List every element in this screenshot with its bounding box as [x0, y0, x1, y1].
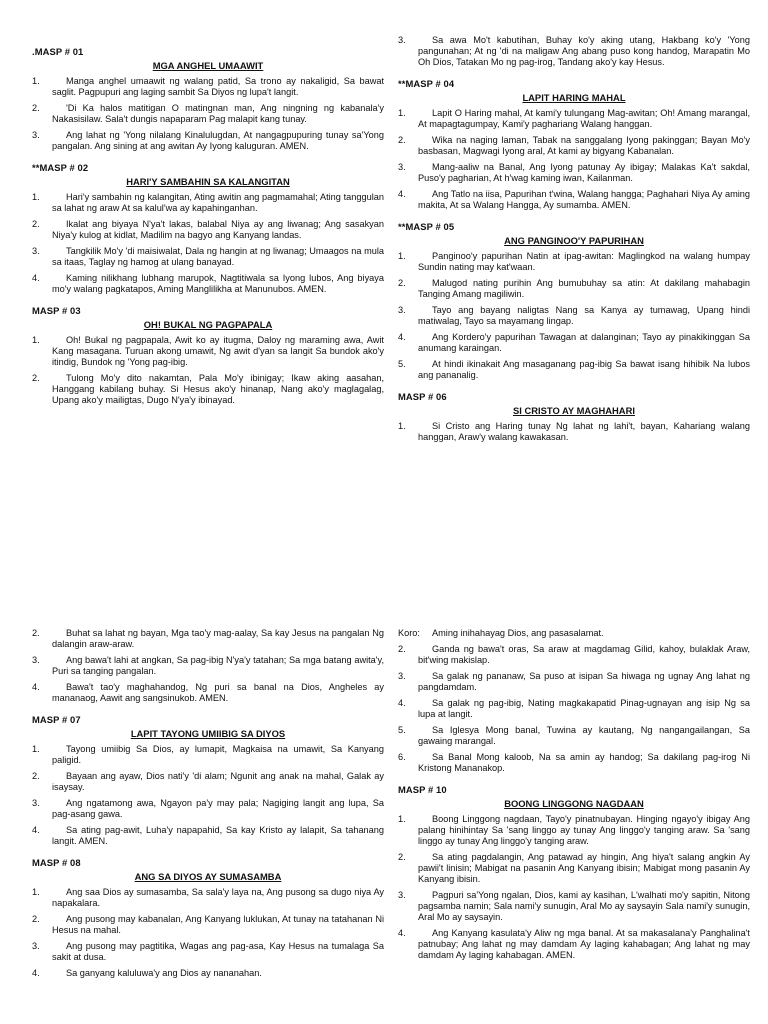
verse [32, 798, 384, 820]
verse-number: 3. [32, 798, 40, 808]
hymn-section [32, 628, 384, 704]
verse-number: 3. [32, 246, 40, 256]
hymn-title: LAPIT TAYONG UMIIBIG SA DIYOS [130, 728, 286, 739]
koro-text: Aming inihahayag Dios, ang pasasalamat. [432, 628, 604, 638]
verse-number: 1. [32, 887, 40, 897]
verse-text: Sa awa Mo't kabutihan, Buhay ko'y aking utang, Hakbang ko'y 'Yong pangunahan; At ng 'di na maligaw Ang abang puso kong handog, Marapatin Mo Oh Dios, Tatakan Mo ng pag-irog, Tandang ako'y kay Hesus. [418, 35, 750, 67]
koro-label: Koro: [398, 628, 420, 638]
hymn-number: .MASP # 01 [32, 46, 84, 57]
verse [32, 682, 384, 704]
verse [398, 332, 750, 354]
verse [398, 162, 750, 184]
verse-text: Lapit O Haring mahal, At kami'y tulungang Mag-awitan; Oh! Amang marangal, At mapagtagumpay, Kami'y paghariang Walang hanggan. [418, 108, 750, 129]
verse-text: Sa Banal Mong kaloob, Na sa amin ay handog; Sa dakilang pag-irog Ni Kristong Mananakop. [418, 752, 750, 773]
verse-text: Buhat sa lahat ng bayan, Mga tao'y mag-aalay, Sa kay Jesus na pangalan Ng dalangin araw-araw. [52, 628, 384, 649]
verse [32, 914, 384, 936]
verse-number: 4. [398, 928, 406, 938]
verse-number: 1. [32, 192, 40, 202]
verse [398, 278, 750, 300]
verse-text: Sa ganyang kaluluwa'y ang Dios ay nananahan. [66, 968, 262, 978]
verse-text: Ang Kanyang kasulata'y Aliw ng mga banal. At sa makasalana'y Panghalina't patnubay; Ang lahat ng may damdam Ay laging kahabagan; Ang lahat ng may damdam Ay laging kahabagan. AMEN. [418, 928, 750, 960]
hymn-number: **MASP # 04 [398, 78, 455, 89]
hymn-section [32, 305, 384, 406]
verse-text: Sa ating pagdalangin, Ang patawad ay hingin, Ang hiya't salang angkin Ay pawii't linisin; Mabigat na pasanin Ang Kanyang ibisin; Mabigat mong pasanin Ay Kanyang ibisin. [418, 852, 750, 884]
verse [398, 135, 750, 157]
verse [398, 890, 750, 923]
verse-number: 3. [398, 890, 406, 900]
verse [32, 246, 384, 268]
verse [398, 421, 750, 443]
verse [32, 941, 384, 963]
hymn-number: **MASP # 05 [398, 221, 455, 232]
verse-number: 4. [32, 682, 40, 692]
verse-number: 4. [32, 968, 40, 978]
verse-text: Tulong Mo'y dito nakamtan, Pala Mo'y ibinigay; Ikaw aking aasahan, Hanggang kabilang buhay. Si Hesus ako'y hinanap, Nang ako'y maglagalag, Upang ako'y mailigtas, Dugo N'ya'y ibinayad. [52, 373, 384, 405]
hymn-title: BOONG LINGGONG NAGDAAN [504, 798, 644, 809]
hymn-number: MASP # 06 [398, 391, 447, 402]
verse [32, 219, 384, 241]
verse-number: 3. [398, 162, 406, 172]
verse-number: 1. [398, 251, 406, 261]
verse-text: Kaming nilikhang lubhang marupok, Nagtitiwala sa Iyong lubos, Ang biyaya mo'y walang pagkatapos, Aming Manglilikha at Manunubos. AMEN. [52, 273, 384, 294]
verse [398, 359, 750, 381]
hymn-number: MASP # 03 [32, 305, 81, 316]
verse-number: 1. [32, 335, 40, 345]
verse-text: Panginoo'y papurihan Natin at ipag-awitan: Maglingkod na walang humpay Sundin nating may kat'waan. [418, 251, 750, 272]
verse-text: 'Di Ka halos matitigan O matingnan man, Ang ningning ng kabanala'y Nakasisilaw. Sala't dungis napaparam Pag malapit kang tunay. [52, 103, 384, 124]
hymn-title: OH! BUKAL NG PAGPAPALA [143, 319, 273, 330]
verse [398, 35, 750, 68]
hymn-title: MGA ANGHEL UMAAWIT [152, 60, 264, 71]
koro-line [398, 628, 750, 639]
verse [398, 814, 750, 847]
verse [32, 628, 384, 650]
verse-number: 2. [32, 373, 40, 383]
verse [32, 771, 384, 793]
hymn-title: ANG PANGINOO'Y PAPURIHAN [504, 235, 644, 246]
column-top-right [398, 35, 750, 453]
verse-number: 6. [398, 752, 406, 762]
verse-number: 2. [32, 914, 40, 924]
hymn-title: HARI'Y SAMBAHIN SA KALANGITAN [126, 176, 290, 187]
verse-text: Ang ngatamong awa, Ngayon pa'y may pala; Nagiging langit ang lupa, Sa pag-asang gawa. [52, 798, 384, 819]
verse-text: Sa galak ng pag-ibig, Nating magkakapatid Pinag-ugnayan ang isip Ng sa lupa at langit. [418, 698, 750, 719]
hymn-number: MASP # 08 [32, 857, 81, 868]
verse-text: Ang bawa't lahi at angkan, Sa pag-ibig N'ya'y tatahan; Sa mga batang awita'y, Puri sa tanging pangalan. [52, 655, 384, 676]
verse-text: Ang Tatlo na iisa, Papurihan t'wina, Walang hangga; Paghahari Niya Ay aming makita, At sa Walang Hangga, Ay sumamba. AMEN. [418, 189, 750, 210]
verse [32, 825, 384, 847]
hymn-number: MASP # 07 [32, 714, 81, 725]
verse [32, 335, 384, 368]
hymn-section [32, 46, 384, 152]
verse-number: 2. [398, 278, 406, 288]
hymn-number: MASP # 10 [398, 784, 447, 795]
verse-number: 1. [398, 421, 406, 431]
verse-number: 4. [398, 189, 406, 199]
verse-number: 4. [398, 698, 406, 708]
verse-number: 1. [398, 108, 406, 118]
hymn-section [32, 857, 384, 979]
verse-text: Sa ating pag-awit, Luha'y napapahid, Sa kay Kristo ay lalapit, Sa tahanang langit. AMEN. [52, 825, 384, 846]
hymn-section [32, 714, 384, 847]
verse [32, 373, 384, 406]
verse-text: Manga anghel umaawit ng walang patid, Sa trono ay nakaligid, Sa bawat saglit. Pagpupuri ang laging sambit Sa Diyos ng lupa't langit. [52, 76, 384, 97]
verse-number: 2. [32, 628, 40, 638]
verse-text: Si Cristo ang Haring tunay Ng lahat ng lahi't, bayan, Kahariang walang hanggan, Araw'y walang kawakasan. [418, 421, 750, 442]
hymn-section [398, 35, 750, 68]
verse [32, 273, 384, 295]
column-bottom-right [398, 628, 750, 971]
verse-number: 4. [32, 273, 40, 283]
verse [398, 852, 750, 885]
verse-text: Sa galak ng pananaw, Sa puso at isipan Sa hiwaga ng ugnay Ang lahat ng pangdamdam. [418, 671, 750, 692]
verse-text: Bayaan ang ayaw, Dios nati'y 'di alam; Ngunit ang anak na mahal, Galak ay isaysay. [52, 771, 384, 792]
verse-text: Hari'y sambahin ng kalangitan, Ating awitin ang pagmamahal; Ating tanggulan sa lahat ng araw At sa kalul'wa ay kapahinganhan. [52, 192, 384, 213]
verse-text: Bawa't tao'y maghahandog, Ng puri sa banal na Dios, Angheles ay mananaog, Aawit ang sangsinukob. AMEN. [52, 682, 384, 703]
verse-text: Ganda ng bawa't oras, Sa araw at magdamag Gilid, kahoy, bulaklak Araw, bit'wing makislap. [418, 644, 750, 665]
verse-number: 3. [32, 941, 40, 951]
verse [398, 251, 750, 273]
hymn-title: LAPIT HARING MAHAL [522, 92, 626, 103]
verse [32, 192, 384, 214]
verse-text: Ang lahat ng 'Yong nilalang Kinalulugdan, At nangagpupuring tunay sa'Yong pangalan. Ang sining at ang awitan Ay Iyong kaluguran. AMEN. [52, 130, 384, 151]
verse-text: At hindi ikinakait Ang masaganang pag-ibig Sa bawat isang hihibik Na lubos ang pananalig. [418, 359, 750, 380]
verse [32, 130, 384, 152]
verse-text: Tayo ang bayang naligtas Nang sa Kanya ay tumawag, Upang hindi matiwalag, Tayo sa mayamang lingap. [418, 305, 750, 326]
hymn-section [398, 221, 750, 381]
verse-number: 4. [398, 332, 406, 342]
page-bottom [0, 618, 768, 1024]
verse [32, 655, 384, 677]
hymn-section [398, 644, 750, 774]
verse [398, 725, 750, 747]
hymn-section [398, 78, 750, 211]
verse [398, 644, 750, 666]
verse [398, 305, 750, 327]
verse-number: 3. [32, 655, 40, 665]
verse-number: 5. [398, 725, 406, 735]
verse-number: 2. [398, 852, 406, 862]
verse-number: 3. [398, 35, 406, 45]
verse-number: 1. [398, 814, 406, 824]
verse-number: 2. [32, 103, 40, 113]
verse-number: 2. [32, 771, 40, 781]
verse [398, 698, 750, 720]
verse-text: Pagpuri sa'Yong ngalan, Dios, kami ay kasihan, L'walhati mo'y sapitin, Nitong pagsamba namin; Sala nami'y sunugin, Aral Mo ay saysayin Sala nami'y sunugin, Aral Mo ay saysayin. [418, 890, 750, 922]
verse [32, 76, 384, 98]
verse-text: Sa Iglesya Mong banal, Tuwina ay kautang, Ng nangangailangan, Sa gawaing marangal. [418, 725, 750, 746]
verse-number: 1. [32, 76, 40, 86]
verse-text: Ikalat ang biyaya N'ya't lakas, balabal Niya ay ang liwanag; Ang sasakyan Niya'y kulog at kidlat, Madilim na bagyo ang Kanyang landas. [52, 219, 384, 240]
column-bottom-left [32, 628, 384, 989]
verse-text: Ang pusong may pagtitika, Wagas ang pag-asa, Kay Hesus na tumalaga Sa sakit at dusa. [52, 941, 384, 962]
verse-text: Wika na naging laman, Tabak na sanggalang Iyong pakinggan; Bayan Mo'y basbasan, Magwagi Iyong aral, At kami ay bigyang Kabanalan. [418, 135, 750, 156]
column-top-left [32, 46, 384, 416]
verse-number: 4. [32, 825, 40, 835]
verse-text: Tayong umiibig Sa Dios, ay lumapit, Magkaisa na umawit, Sa Kanyang paligid. [52, 744, 384, 765]
verse-number: 3. [398, 671, 406, 681]
hymn-number: **MASP # 02 [32, 162, 89, 173]
verse [398, 189, 750, 211]
verse-text: Tangkilik Mo'y 'di maisiwalat, Dala ng hangin at ng liwanag; Umaagos na mula sa itaas, Taglay ng hamog at ulang banayad. [52, 246, 384, 267]
verse [32, 744, 384, 766]
hymn-section [398, 391, 750, 443]
hymn-title: SI CRISTO AY MAGHAHARI [513, 405, 635, 416]
verse-number: 2. [398, 644, 406, 654]
verse-text: Malugod nating purihin Ang bumubuhay sa atin: At dakilang mahabagin Tanging Amang magiliwin. [418, 278, 750, 299]
verse-number: 5. [398, 359, 406, 369]
verse-text: Oh! Bukal ng pagpapala, Awit ko ay itugma, Daloy ng maraming awa, Awit Kang masagana. Turuan akong umawit, Ng awit d'yan sa langit Sa bundok ako'y itindig, Bundok ng 'Yong pag-ibig. [52, 335, 384, 367]
hymn-section [398, 784, 750, 961]
verse [32, 968, 384, 979]
verse-text: Ang saa Dios ay sumasamba, Sa sala'y laya na, Ang pusong sa dugo niya Ay napakalara. [52, 887, 384, 908]
hymn-section [32, 162, 384, 295]
verse-number: 2. [398, 135, 406, 145]
verse-number: 1. [32, 744, 40, 754]
hymn-title: ANG SA DIYOS AY SUMASAMBA [134, 871, 282, 882]
verse [398, 671, 750, 693]
verse-text: Ang Kordero'y papurihan Tawagan at dalanginan; Tayo ay pinakikinggan Sa anumang karaingan. [418, 332, 750, 353]
verse-text: Boong Linggong nagdaan, Tayo'y pinatnubayan. Hinging ngayo'y ibigay Ang palang hinihintay Sa 'sang linggo ay tunay Ang linggo'y tanging araw. Sa 'sang linggo ay tunay Ang linggo'y tanging araw. [418, 814, 750, 846]
verse [398, 928, 750, 961]
verse-text: Mang-aaliw na Banal, Ang Iyong patunay Ay ibigay; Malakas Ka't sakdal, Puso'y pagharian, At h'wag kaming iwan, Kailanman. [418, 162, 750, 183]
verse-number: 2. [32, 219, 40, 229]
verse-number: 3. [32, 130, 40, 140]
verse [398, 752, 750, 774]
verse [32, 103, 384, 125]
verse-number: 3. [398, 305, 406, 315]
verse-text: Ang pusong may kabanalan, Ang Kanyang luklukan, At tunay na tatahanan Ni Hesus na mahal. [52, 914, 384, 935]
verse [32, 887, 384, 909]
verse [398, 108, 750, 130]
